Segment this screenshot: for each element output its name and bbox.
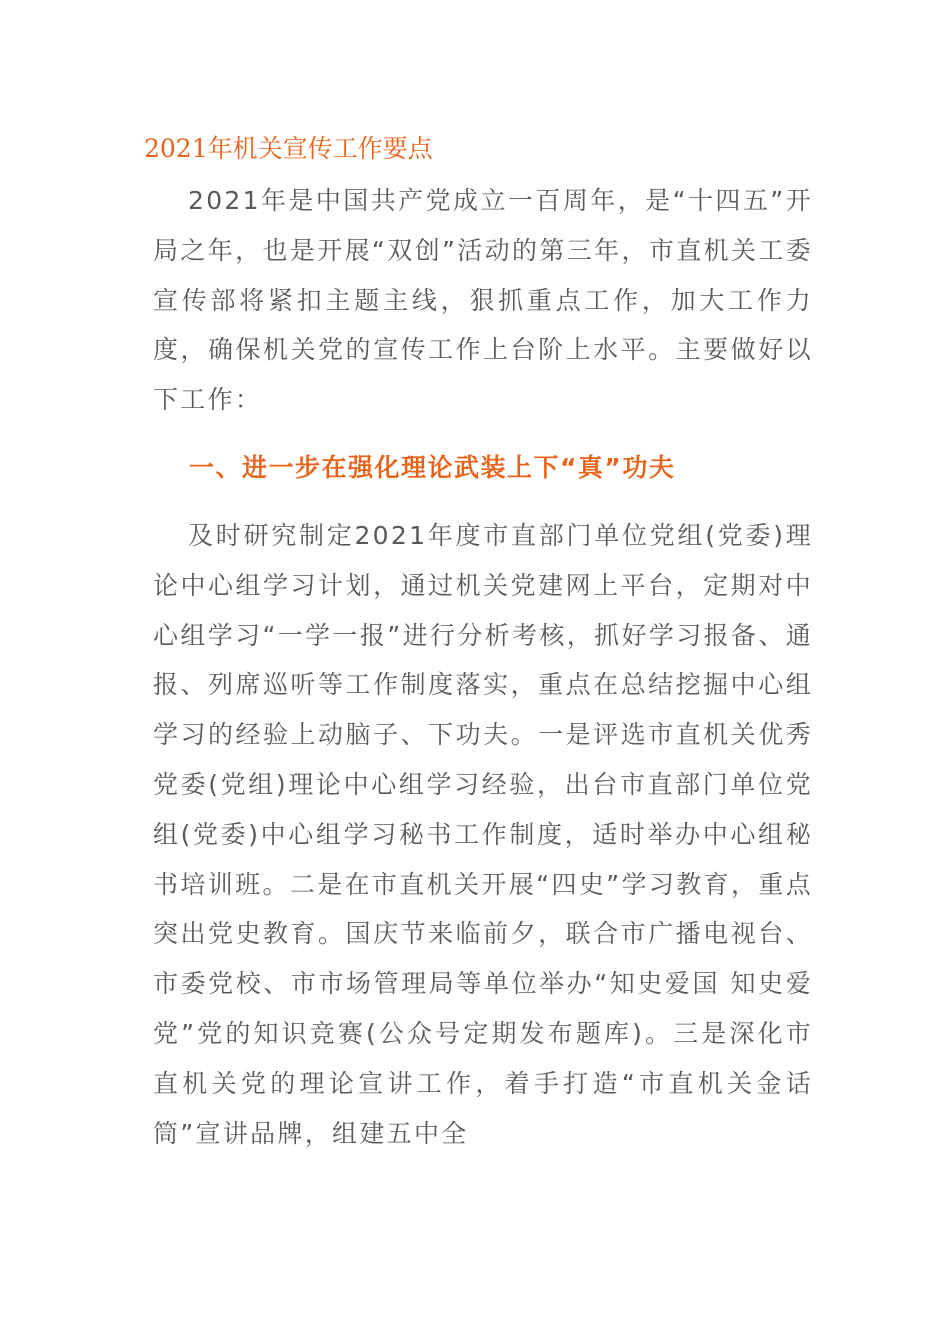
section-heading-1: 一、进一步在强化理论武装上下“真”功夫 [189, 453, 676, 482]
section-body-1: 及时研究制定2021年度市直部门单位党组(党委)理论中心组学习计划，通过机关党建网上平台，定期对中心组学习“一学一报”进行分析考核，抓好学习报备、通报、列席巡听等工作制度落实，重点在总结挖掘中心组学习的经验上动脑子、下功夫。一是评选市直机关优秀党委(党组)理论中心组学习经验，出台市直部门单位党组(党委)中心组学习秘书工作制度，适时举办中心组秘书培训班。二是在市直机关开展“四史”学习教育，重点突出党史教育。国庆节来临前夕，联合市广播电视台、市委党校、市市场管理局等单位举办“知史爱国 知史爱党”党的知识竞赛(公众号定期发布题库)。三是深化市直机关党的理论宣讲工作，着手打造“市直机关金话筒”宣讲品牌，组建五中全 [153, 521, 813, 1148]
document-title: 2021年机关宣传工作要点 [144, 134, 433, 163]
intro-paragraph: 2021年是中国共产党成立一百周年，是“十四五”开局之年，也是开展“双创”活动的第三年，市直机关工委宣传部将紧扣主题主线，狠抓重点工作，加大工作力度，确保机关党的宣传工作上台阶上水平。主要做好以下工作： [153, 186, 813, 415]
